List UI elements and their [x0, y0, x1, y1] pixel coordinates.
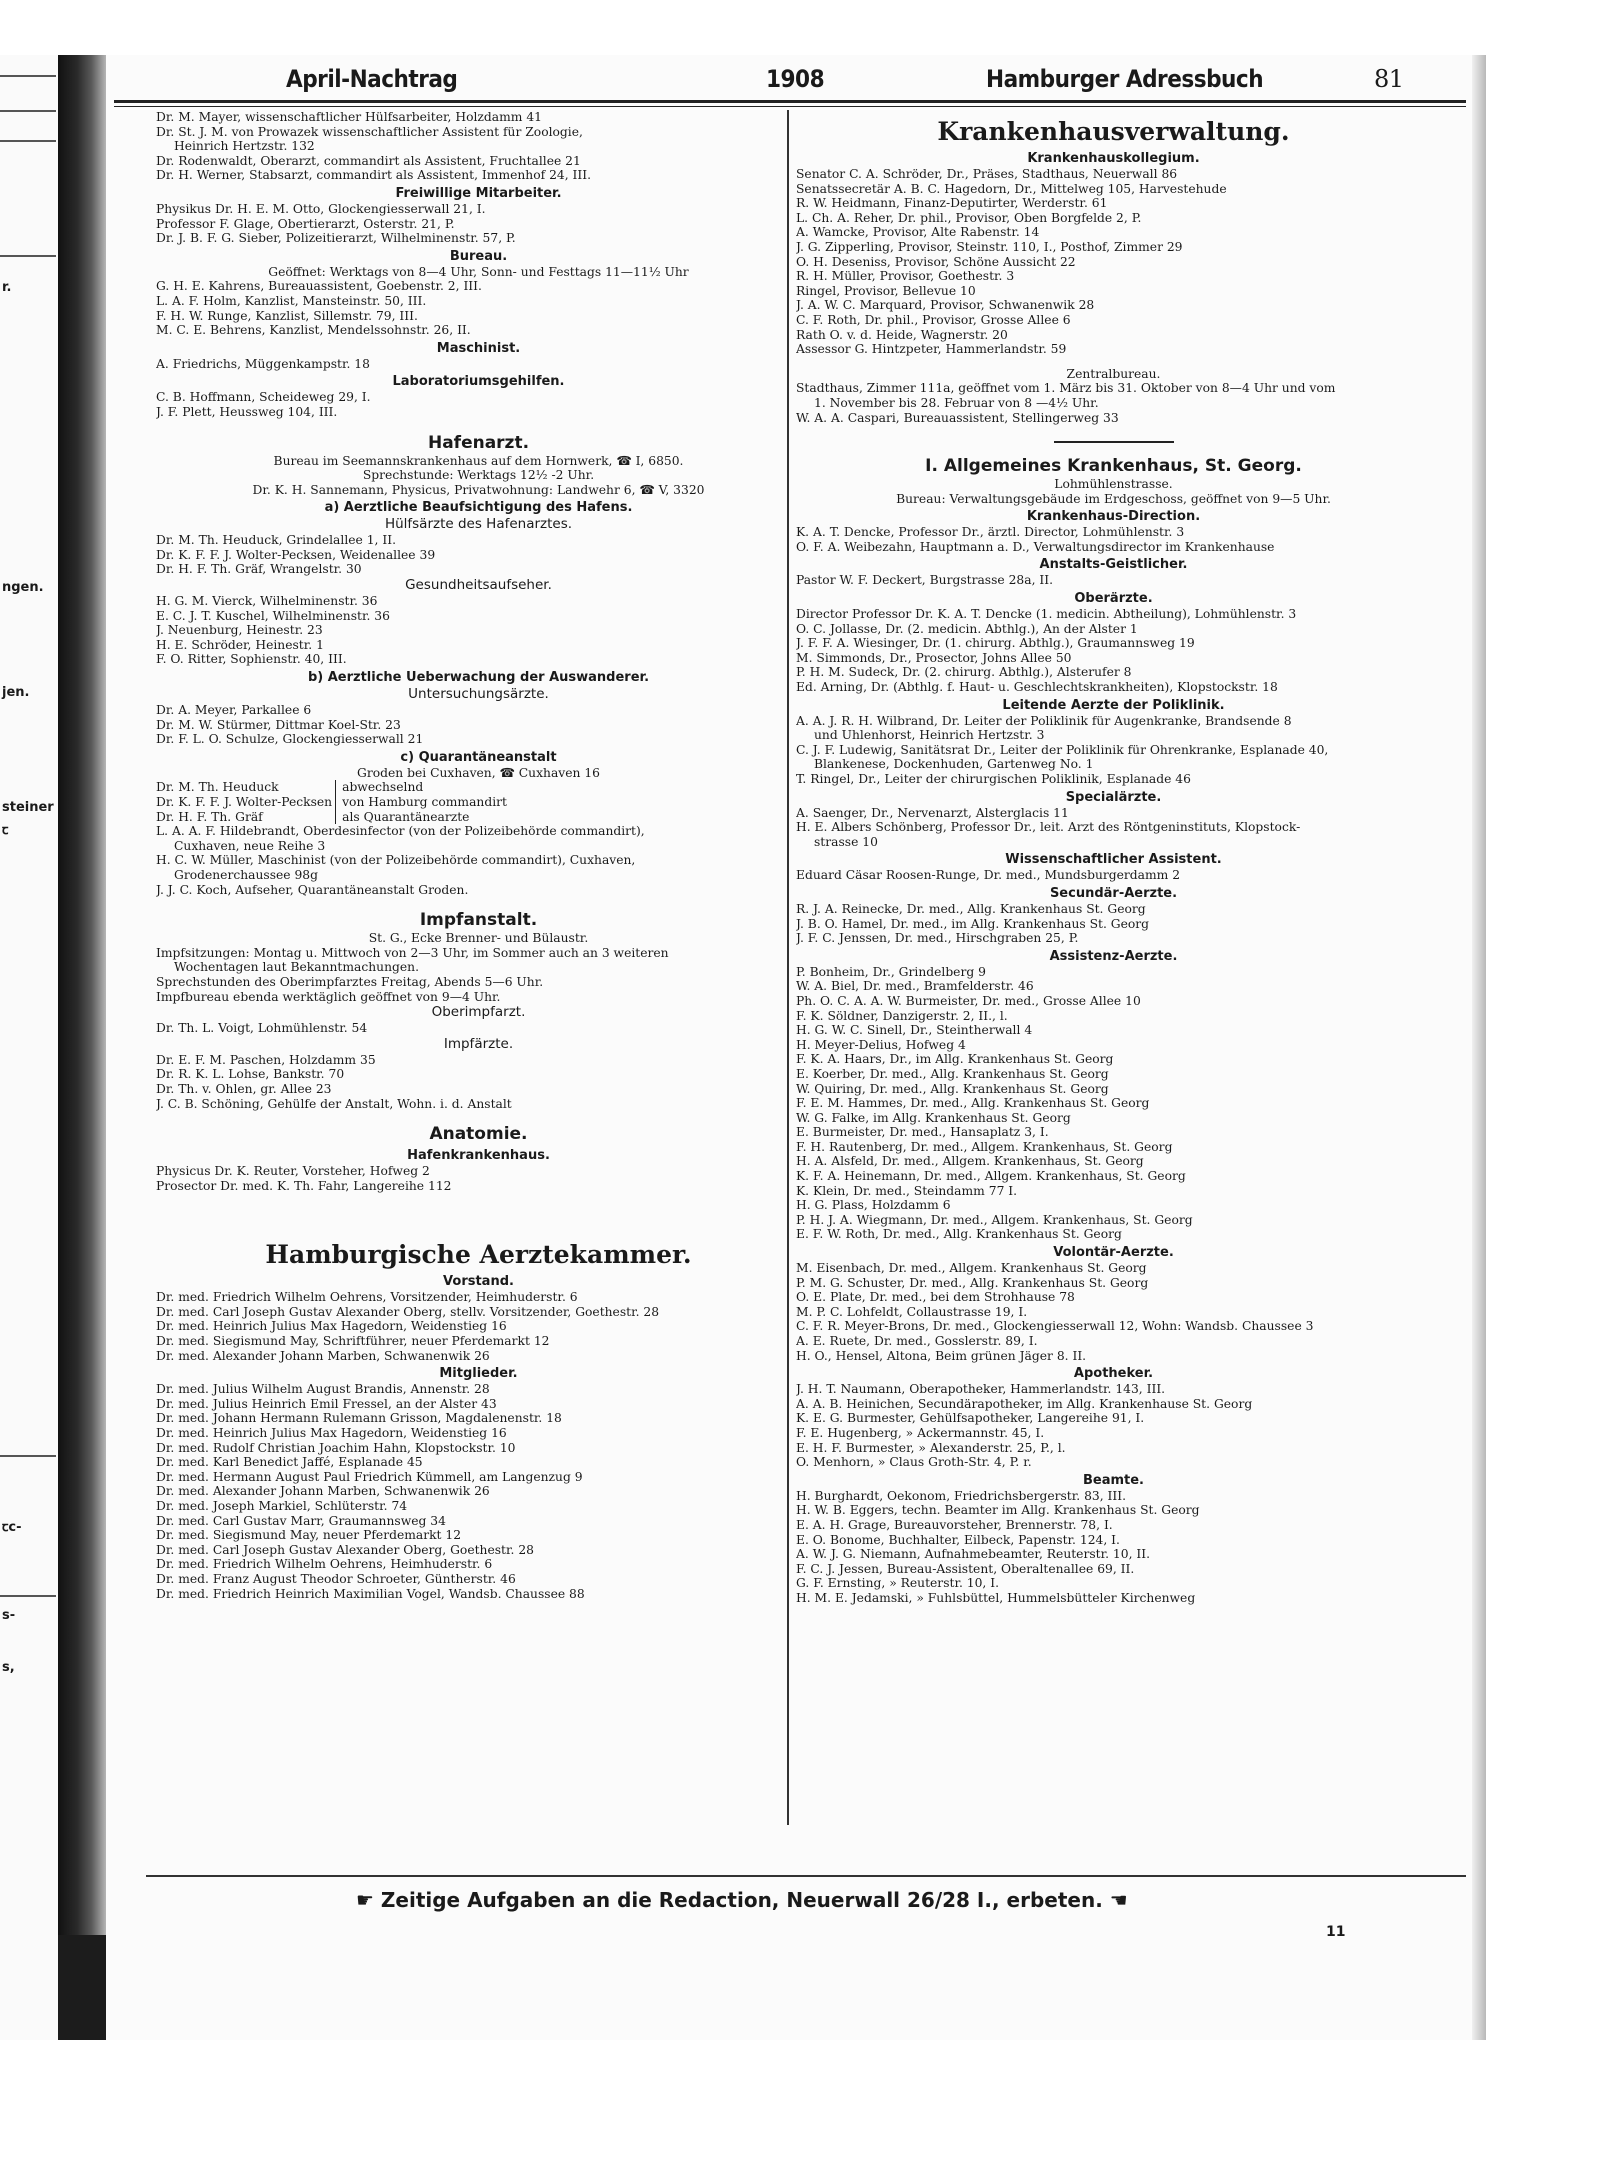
- header-rule: [114, 100, 1466, 107]
- entry-line: P. H. J. A. Wiegmann, Dr. med., Allgem. Krankenhaus, St. Georg: [796, 1212, 1193, 1227]
- entry-line: W. G. Falke, im Allg. Krankenhaus St. Georg: [796, 1110, 1071, 1125]
- entry-line: A. A. B. Heinichen, Secundärapotheker, im Allg. Krankenhause St. Georg: [796, 1396, 1253, 1411]
- entry-line: P. H. M. Sudeck, Dr. (2. chirurg. Abthlg.), Alsterufer 8: [796, 665, 1132, 680]
- footer-notice: ☛ Zeitige Aufgaben an die Redaction, Neuerwall 26/28 I., erbeten. ☚: [356, 1888, 1128, 1912]
- entry-line: H. G. M. Vierck, Wilhelminenstr. 36: [156, 594, 378, 609]
- entry-line: Senator C. A. Schröder, Dr., Präses, Stadthaus, Neuerwall 86: [796, 167, 1178, 181]
- entry-line: F. K. Söldner, Danzigerstr. 2, II., l.: [796, 1008, 1008, 1023]
- entry-line: Dr. M. Th. Heuduck, Grindelallee 1, II.: [156, 533, 396, 548]
- entry-line: F. H. W. Runge, Kanzlist, Sillemstr. 79, III.: [156, 308, 418, 323]
- entry-line: H. C. W. Müller, Maschinist (von der Polizeibehörde commandirt), Cuxhaven,: [156, 853, 636, 868]
- header-page-number: 81: [1374, 65, 1404, 93]
- entry-line: R. H. Müller, Provisor, Goethestr. 3: [796, 269, 1015, 284]
- entry-line: M. Simmonds, Dr., Prosector, Johns Allee 50: [796, 650, 1072, 665]
- entry-line: J. Neuenburg, Heinestr. 23: [156, 623, 323, 638]
- entry-line: A. A. J. R. H. Wilbrand, Dr. Leiter der Poliklinik für Augenkranke, Brandsende 8: [796, 713, 1292, 728]
- section-divider: [1054, 441, 1174, 443]
- prev-page-rule: [0, 1455, 56, 1457]
- entry-line: Professor F. Glage, Obertierarzt, Osterstr. 21, P.: [156, 216, 455, 231]
- entry-line: Dr. med. Friedrich Wilhelm Oehrens, Vorsitzender, Heimhuderstr. 6: [156, 1290, 578, 1305]
- entry-line: T. Ringel, Dr., Leiter der chirurgischen Poliklinik, Esplanade 46: [796, 772, 1191, 786]
- entry-line: Dr. med. Alexander Johann Marben, Schwanenwik 26: [156, 1348, 490, 1363]
- entry-line: C. F. R. Meyer-Brons, Dr. med., Glockengiesserwall 12, Wohn: Wandsb. Chaussee 3: [796, 1319, 1314, 1334]
- entry-line: Assessor G. Hintzpeter, Hammerlandstr. 59: [796, 342, 1067, 357]
- entry-line: Dr. med. Alexander Johann Marben, Schwanenwik 26: [156, 1484, 490, 1499]
- centered-note: Geöffnet: Werktags von 8—4 Uhr, Sonn- und Festtags 11—11½ Uhr: [268, 264, 689, 279]
- entry-line: Dr. med. Friedrich Heinrich Maximilian Vogel, Wandsb. Chaussee 88: [156, 1586, 585, 1601]
- entry-line: J. H. T. Naumann, Oberapotheker, Hammerlandstr. 143, III.: [796, 1382, 1166, 1397]
- entry-line: E. F. W. Roth, Dr. med., Allg. Krankenhaus St. Georg: [796, 1227, 1122, 1242]
- prev-page-rule: [0, 110, 56, 112]
- subsection-heading: Freiwillige Mitarbeiter.: [395, 185, 562, 201]
- prev-page-rule: [0, 75, 56, 77]
- entry-line: Dr. med. Rudolf Christian Joachim Hahn, Klopstockstr. 10: [156, 1440, 516, 1455]
- entry-line: J. C. B. Schöning, Gehülfe der Anstalt, Wohn. i. d. Anstalt: [156, 1096, 512, 1111]
- entry-line: H. E. Albers Schönberg, Professor Dr., leit. Arzt des Röntgeninstituts, Klopstock-: [796, 820, 1301, 835]
- entry-line: F. E. Hugenberg, » Ackermannstr. 45, I.: [796, 1425, 1045, 1440]
- centered-note: Lohmühlenstrasse.: [1054, 477, 1173, 492]
- entry-line: Pastor W. F. Deckert, Burgstrasse 28a, II.: [796, 573, 1054, 588]
- entry-line: Dr. med. Franz August Theodor Schroeter, Güntherstr. 46: [156, 1571, 516, 1586]
- entry-line: Sprechstunden des Oberimpfarztes Freitag, Abends 5—6 Uhr.: [156, 974, 544, 989]
- entry-line: J. G. Zipperling, Provisor, Steinstr. 110, I., Posthof, Zimmer 29: [796, 239, 1183, 254]
- entry-line: Dr. med. Hermann August Paul Friedrich Kümmell, am Langenzug 9: [156, 1469, 583, 1484]
- entry-line: Dr. H. F. Th. Gräf: [156, 809, 263, 824]
- entry-line: O. H. Deseniss, Provisor, Schöne Aussicht 22: [796, 254, 1076, 269]
- subgroup-heading: Gesundheitsaufseher.: [405, 577, 552, 594]
- entry-line: C. F. Roth, Dr. phil., Provisor, Grosse Allee 6: [796, 312, 1071, 327]
- entry-line: C. J. F. Ludewig, Sanitätsrat Dr., Leiter der Poliklinik für Ohrenkranke, Esplanade 40,: [796, 742, 1329, 757]
- subsection-heading: Secundär-Aerzte.: [1049, 885, 1178, 901]
- centered-note: Groden bei Cuxhaven, ☎ Cuxhaven 16: [357, 765, 600, 780]
- header-edition: April-Nachtrag: [286, 65, 458, 93]
- spacer: [796, 357, 1431, 367]
- right-column: [796, 110, 1431, 1606]
- entry-line: Senatssecretär A. B. C. Hagedorn, Dr., Mittelweg 105, Harvestehude: [796, 181, 1227, 196]
- entry-line: J. F. F. A. Wiesinger, Dr. (1. chirurg. Abthlg.), Graumannsweg 19: [796, 636, 1195, 651]
- subsection-heading: Krankenhauskollegium.: [1027, 151, 1200, 166]
- entry-line: R. W. Heidmann, Finanz-Deputirter, Werderstr. 61: [796, 196, 1108, 211]
- subsection-heading: Beamte.: [1082, 1472, 1144, 1488]
- entry-line: Eduard Cäsar Roosen-Runge, Dr. med., Mundsburgerdamm 2: [796, 868, 1181, 883]
- prev-page-fragment: s,: [2, 1660, 15, 1675]
- entry-continuation: Heinrich Hertzstr. 132: [174, 139, 315, 154]
- entry-line: Dr. M. W. Stürmer, Dittmar Koel-Str. 23: [156, 717, 401, 732]
- main-heading: Krankenhausverwaltung.: [937, 117, 1290, 146]
- footer-rule: [146, 1875, 1466, 1877]
- entry-line: Dr. med. Carl Joseph Gustav Alexander Oberg, stellv. Vorsitzender, Goethestr. 28: [156, 1304, 660, 1319]
- entry-line: Dr. Rodenwaldt, Oberarzt, commandirt als Assistent, Fruchtallee 21: [156, 153, 581, 168]
- running-header: [106, 55, 1466, 100]
- entry-line: H. E. Schröder, Heinestr. 1: [156, 637, 324, 652]
- prev-page-fragment: steiner: [2, 800, 54, 815]
- centered-note: St. G., Ecke Brenner- und Bülaustr.: [368, 931, 589, 946]
- centered-note: Bureau im Seemannskrankenhaus auf dem Hornwerk, ☎ I, 6850.: [273, 453, 684, 468]
- entry-line: Director Professor Dr. K. A. T. Dencke (1. medicin. Abtheilung), Lohmühlenstr. 3: [796, 607, 1297, 622]
- subsection-heading: Specialärzte.: [1065, 789, 1162, 805]
- entry-line: Dr. med. Heinrich Julius Max Hagedorn, Weidenstieg 16: [156, 1319, 507, 1334]
- subsection-heading: Hafenkrankenhaus.: [407, 1148, 550, 1164]
- entry-line: O. C. Jollasse, Dr. (2. medicin. Abthlg.), An der Alster 1: [796, 621, 1138, 636]
- main-heading: Hamburgische Aerztekammer.: [265, 1240, 692, 1270]
- subsection-heading: Krankenhaus-Direction.: [1026, 509, 1201, 525]
- entry-line: P. Bonheim, Dr., Grindelberg 9: [796, 964, 986, 979]
- subsection-heading: Assistenz-Aerzte.: [1049, 948, 1178, 964]
- entry-line: P. M. G. Schuster, Dr. med., Allg. Krankenhaus St. Georg: [796, 1275, 1149, 1290]
- entry-line: A. Saenger, Dr., Nervenarzt, Alsterglacis 11: [796, 805, 1069, 820]
- brace-group: [156, 780, 801, 824]
- prev-page-fragment: ꞇ: [2, 823, 9, 838]
- entry-line: H. Burghardt, Oekonom, Friedrichsbergerstr. 83, III.: [796, 1488, 1127, 1503]
- entry-continuation: 1. November bis 28. Februar von 8 —4½ Uhr.: [814, 395, 1099, 410]
- prev-page-fragment: r.: [2, 280, 12, 295]
- subsection-heading: Vorstand.: [443, 1274, 514, 1290]
- centered-note: Bureau: Verwaltungsgebäude im Erdgeschoss, geöffnet von 9—5 Uhr.: [896, 491, 1331, 506]
- entry-line: K. Klein, Dr. med., Steindamm 77 I.: [796, 1183, 1018, 1198]
- subsection-heading: Wissenschaftlicher Assistent.: [1005, 852, 1222, 868]
- entry-line: H. W. B. Eggers, techn. Beamter im Allg. Krankenhaus St. Georg: [796, 1503, 1200, 1518]
- subgroup-heading: Oberimpfarzt.: [431, 1004, 526, 1021]
- entry-line: Ed. Arning, Dr. (Abthlg. f. Haut- u. Geschlechtskrankheiten), Klopstockstr. 18: [796, 680, 1278, 695]
- note-line: von Hamburg commandirt: [342, 795, 507, 809]
- entry-line: E. C. J. T. Kuschel, Wilhelminenstr. 36: [156, 608, 390, 623]
- entry-line: F. E. M. Hammes, Dr. med., Allg. Krankenhaus St. Georg: [796, 1096, 1150, 1111]
- entry-line: Impfsitzungen: Montag u. Mittwoch von 2—3 Uhr, im Sommer auch an 3 weiteren: [156, 945, 669, 960]
- entry-line: L. A. F. Holm, Kanzlist, Mansteinstr. 50, III.: [156, 293, 427, 308]
- entry-line: E. A. H. Grage, Bureauvorsteher, Brennerstr. 78, I.: [796, 1517, 1113, 1532]
- entry-line: O. Menhorn, » Claus Groth-Str. 4, P. r.: [796, 1455, 1032, 1470]
- subsection-heading: Oberärzte.: [1074, 591, 1153, 607]
- brace-names: [156, 780, 336, 824]
- header-year: 1908: [766, 65, 825, 93]
- entry-line: Dr. H. F. Th. Gräf, Wrangelstr. 30: [156, 562, 362, 577]
- entry-line: Dr. med. Karl Benedict Jaffé, Esplanade 45: [156, 1455, 423, 1470]
- header-title: Hamburger Adressbuch: [986, 65, 1264, 93]
- entry-line: Physicus Dr. K. Reuter, Vorsteher, Hofweg 2: [156, 1164, 430, 1179]
- entry-line: J. A. W. C. Marquard, Provisor, Schwanenwik 28: [796, 298, 1095, 313]
- entry-line: Dr. med. Siegismund May, Schriftführer, neuer Pferdemarkt 12: [156, 1334, 550, 1349]
- entry-line: Dr. med. Siegismund May, neuer Pferdemarkt 12: [156, 1528, 462, 1543]
- column-divider: [787, 110, 789, 1825]
- entry-line: F. O. Ritter, Sophienstr. 40, III.: [156, 652, 347, 667]
- subsection-heading: Mitglieder.: [439, 1366, 518, 1382]
- entry-line: A. Friedrichs, Müggenkampstr. 18: [156, 356, 370, 371]
- centered-note: Sprechstunde: Werktags 12½ -2 Uhr.: [362, 468, 595, 483]
- entry-line: H. O., Hensel, Altona, Beim grünen Jäger 8. II.: [796, 1348, 1087, 1363]
- previous-page-edge: [0, 55, 60, 2040]
- entry-continuation: Cuxhaven, neue Reihe 3: [174, 838, 326, 853]
- entry-line: H. G. W. C. Sinell, Dr., Steintherwall 4: [796, 1023, 1033, 1038]
- subsection-heading: c) Quarantäneanstalt: [400, 749, 557, 765]
- entry-line: Impfbureau ebenda werktäglich geöffnet von 9—4 Uhr.: [156, 989, 501, 1004]
- entry-line: Dr. R. K. L. Lohse, Bankstr. 70: [156, 1067, 345, 1082]
- entry-line: E. Koerber, Dr. med., Allg. Krankenhaus St. Georg: [796, 1066, 1109, 1081]
- entry-line: H. M. E. Jedamski, » Fuhlsbüttel, Hummelsbütteler Kirchenweg: [796, 1590, 1196, 1605]
- entry-line: Dr. M. Mayer, wissenschaftlicher Hülfsarbeiter, Holzdamm 41: [156, 110, 542, 124]
- centered-note: Zentralbureau.: [1066, 366, 1161, 381]
- book-gutter-shadow: [58, 55, 106, 2040]
- entry-line: J. F. Plett, Heussweg 104, III.: [156, 404, 338, 419]
- subsection-heading: Anstalts-Geistlicher.: [1039, 557, 1188, 573]
- subgroup-heading: Untersuchungsärzte.: [408, 686, 549, 703]
- entry-line: W. A. A. Caspari, Bureauassistent, Stellingerweg 33: [796, 410, 1119, 425]
- left-column: [156, 110, 801, 1601]
- entry-line: Dr. med. Julius Wilhelm August Brandis, Annenstr. 28: [156, 1382, 490, 1397]
- entry-line: Dr. A. Meyer, Parkallee 6: [156, 703, 312, 718]
- subsection-heading: Maschinist.: [436, 340, 521, 356]
- subsection-heading: Laboratoriumsgehilfen.: [392, 374, 565, 390]
- entry-line: Stadthaus, Zimmer 111a, geöffnet vom 1. März bis 31. Oktober von 8—4 Uhr und vom: [796, 381, 1336, 396]
- entry-continuation: Blankenese, Dockenhuden, Gartenweg No. 1: [814, 757, 1094, 772]
- directory-page: [106, 55, 1486, 2040]
- entry-line: L. Ch. A. Reher, Dr. phil., Provisor, Oben Borgfelde 2, P.: [796, 210, 1142, 225]
- entry-line: K. F. A. Heinemann, Dr. med., Allgem. Krankenhaus, St. Georg: [796, 1169, 1186, 1184]
- prev-page-rule: [0, 140, 56, 142]
- entry-line: Dr. St. J. M. von Prowazek wissenschaftlicher Assistent für Zoologie,: [156, 124, 583, 139]
- subgroup-heading: Impfärzte.: [443, 1035, 514, 1052]
- entry-line: A. E. Ruete, Dr. med., Gosslerstr. 89, I.: [796, 1334, 1038, 1348]
- prev-page-fragment: jen.: [2, 685, 30, 700]
- entry-line: J. F. C. Jenssen, Dr. med., Hirschgraben 25, P.: [796, 931, 1079, 946]
- entry-line: Prosector Dr. med. K. Th. Fahr, Langereihe 112: [156, 1178, 452, 1193]
- entry-line: G. F. Ernsting, » Reuterstr. 10, I.: [796, 1576, 1000, 1591]
- entry-line: A. W. J. G. Niemann, Aufnahmebeamter, Reuterstr. 10, II.: [796, 1547, 1151, 1562]
- entry-line: C. B. Hoffmann, Scheideweg 29, I.: [156, 390, 371, 405]
- subsection-heading: a) Aerztliche Beaufsichtigung des Hafens.: [324, 500, 633, 516]
- section-heading: Hafenarzt.: [427, 432, 530, 453]
- entry-line: H. G. Plass, Holzdamm 6: [796, 1198, 951, 1213]
- entry-line: Dr. J. B. F. G. Sieber, Polizeitierarzt, Wilhelminenstr. 57, P.: [156, 231, 516, 246]
- entry-line: F. C. J. Jessen, Bureau-Assistent, Oberaltenallee 69, II.: [796, 1561, 1135, 1576]
- entry-line: A. Wamcke, Provisor, Alte Rabenstr. 14: [796, 225, 1040, 240]
- entry-line: E. H. F. Burmester, » Alexanderstr. 25, P., l.: [796, 1440, 1066, 1455]
- subsection-heading: Volontär-Aerzte.: [1053, 1245, 1174, 1261]
- entry-continuation: strasse 10: [814, 834, 878, 849]
- entry-line: G. H. E. Kahrens, Bureauassistent, Goebenstr. 2, III.: [156, 279, 482, 294]
- entry-line: Dr. M. Th. Heuduck: [156, 780, 279, 795]
- entry-line: W. A. Biel, Dr. med., Bramfelderstr. 46: [796, 979, 1034, 994]
- entry-line: Rath O. v. d. Heide, Wagnerstr. 20: [796, 327, 1008, 342]
- prev-page-fragment: ngen.: [2, 580, 44, 595]
- entry-line: Dr. H. Werner, Stabsarzt, commandirt als Assistent, Immenhof 24, III.: [156, 168, 592, 183]
- sheet-number: 11: [1326, 1924, 1346, 1940]
- subsection-heading: Bureau.: [449, 248, 508, 264]
- entry-continuation: Grodenerchaussee 98g: [174, 867, 318, 882]
- entry-line: Dr. med. Heinrich Julius Max Hagedorn, Weidenstieg 16: [156, 1426, 507, 1441]
- entry-line: M. C. E. Behrens, Kanzlist, Mendelssohnstr. 26, II.: [156, 323, 471, 338]
- entry-line: O. F. A. Weibezahn, Hauptmann a. D., Verwaltungsdirector im Krankenhause: [796, 539, 1275, 554]
- entry-line: Dr. Th. L. Voigt, Lohmühlenstr. 54: [156, 1021, 368, 1036]
- entry-line: Dr. med. Johann Hermann Rulemann Grisson, Magdalenenstr. 18: [156, 1411, 562, 1426]
- spacer: [156, 1193, 801, 1233]
- entry-line: O. E. Plate, Dr. med., bei dem Strohhause 78: [796, 1290, 1075, 1305]
- entry-line: H. A. Alsfeld, Dr. med., Allgem. Krankenhaus, St. Georg: [796, 1154, 1144, 1169]
- entry-line: Dr. F. L. O. Schulze, Glockengiesserwall 21: [156, 732, 424, 747]
- section-heading: Anatomie.: [429, 1124, 528, 1145]
- entry-line: J. B. O. Hamel, Dr. med., im Allg. Krankenhaus St. Georg: [796, 916, 1150, 931]
- page-edge-shadow: [1472, 55, 1486, 2040]
- prev-page-fragment: ꞇc-: [2, 1520, 22, 1535]
- centered-note: Dr. K. H. Sannemann, Physicus, Privatwohnung: Landwehr 6, ☎ V, 3320: [252, 482, 705, 497]
- entry-line: Dr. med. Carl Joseph Gustav Alexander Oberg, Goethestr. 28: [156, 1542, 534, 1557]
- entry-line: W. Quiring, Dr. med., Allg. Krankenhaus St. Georg: [796, 1081, 1109, 1096]
- entry-line: Ringel, Provisor, Bellevue 10: [796, 283, 976, 298]
- subgroup-heading: Hülfsärzte des Hafenarztes.: [384, 516, 573, 533]
- entry-line: Dr. K. F. F. J. Wolter-Pecksen: [156, 795, 333, 809]
- entry-continuation: und Uhlenhorst, Heinrich Hertzstr. 3: [814, 728, 1045, 743]
- entry-line: Dr. med. Julius Heinrich Emil Fressel, an der Alster 43: [156, 1396, 497, 1411]
- section-heading: Impfanstalt.: [419, 910, 538, 931]
- note-line: als Quarantänearzte: [342, 809, 470, 824]
- entry-line: K. A. T. Dencke, Professor Dr., ärztl. Director, Lohmühlenstr. 3: [796, 525, 1185, 540]
- entry-line: Dr. med. Carl Gustav Marr, Graumannsweg 34: [156, 1513, 446, 1528]
- entry-line: H. Meyer-Delius, Hofweg 4: [796, 1037, 966, 1052]
- entry-line: L. A. A. F. Hildebrandt, Oberdesinfector (von der Polizeibehörde commandirt),: [156, 824, 645, 839]
- note-line: abwechselnd: [342, 780, 424, 795]
- section-heading: I. Allgemeines Krankenhaus, St. Georg.: [925, 456, 1302, 477]
- entry-line: Ph. O. C. A. A. W. Burmeister, Dr. med., Grosse Allee 10: [796, 993, 1141, 1008]
- entry-line: M. Eisenbach, Dr. med., Allgem. Krankenhaus St. Georg: [796, 1261, 1147, 1276]
- entry-line: Dr. med. Joseph Markiel, Schlüterstr. 74: [156, 1499, 408, 1513]
- entry-line: K. E. G. Burmester, Gehülfsapotheker, Langereihe 91, I.: [796, 1411, 1145, 1426]
- entry-line: Dr. K. F. F. J. Wolter-Pecksen, Weidenallee 39: [156, 547, 436, 562]
- prev-page-rule: [0, 255, 56, 257]
- entry-line: F. H. Rautenberg, Dr. med., Allgem. Krankenhaus, St. Georg: [796, 1139, 1173, 1154]
- subsection-heading: Leitende Aerzte der Poliklinik.: [1002, 697, 1225, 713]
- entry-continuation: Wochentagen laut Bekanntmachungen.: [174, 960, 419, 975]
- entry-line: Dr. Th. v. Ohlen, gr. Allee 23: [156, 1081, 332, 1096]
- entry-line: J. J. C. Koch, Aufseher, Quarantäneanstalt Groden.: [156, 882, 469, 897]
- prev-page-rule: [0, 1595, 56, 1597]
- subsection-heading: b) Aerztliche Ueberwachung der Auswanderer.: [307, 670, 650, 686]
- prev-page-fragment: s-: [2, 1608, 16, 1623]
- brace-note: [336, 780, 507, 824]
- entry-line: Physikus Dr. H. E. M. Otto, Glockengiesserwall 21, I.: [156, 201, 486, 216]
- entry-line: F. K. A. Haars, Dr., im Allg. Krankenhaus St. Georg: [796, 1052, 1114, 1067]
- subsection-heading: Apotheker.: [1073, 1366, 1154, 1382]
- entry-line: E. Burmeister, Dr. med., Hansaplatz 3, I.: [796, 1125, 1049, 1140]
- entry-line: M. P. C. Lohfeldt, Collaustrasse 19, I.: [796, 1304, 1028, 1319]
- entry-line: E. O. Bonome, Buchhalter, Eilbeck, Papenstr. 124, I.: [796, 1532, 1120, 1547]
- entry-line: Dr. E. F. M. Paschen, Holzdamm 35: [156, 1052, 376, 1067]
- entry-line: Dr. med. Friedrich Wilhelm Oehrens, Heimhuderstr. 6: [156, 1557, 493, 1572]
- entry-line: R. J. A. Reinecke, Dr. med., Allg. Krankenhaus St. Georg: [796, 901, 1146, 916]
